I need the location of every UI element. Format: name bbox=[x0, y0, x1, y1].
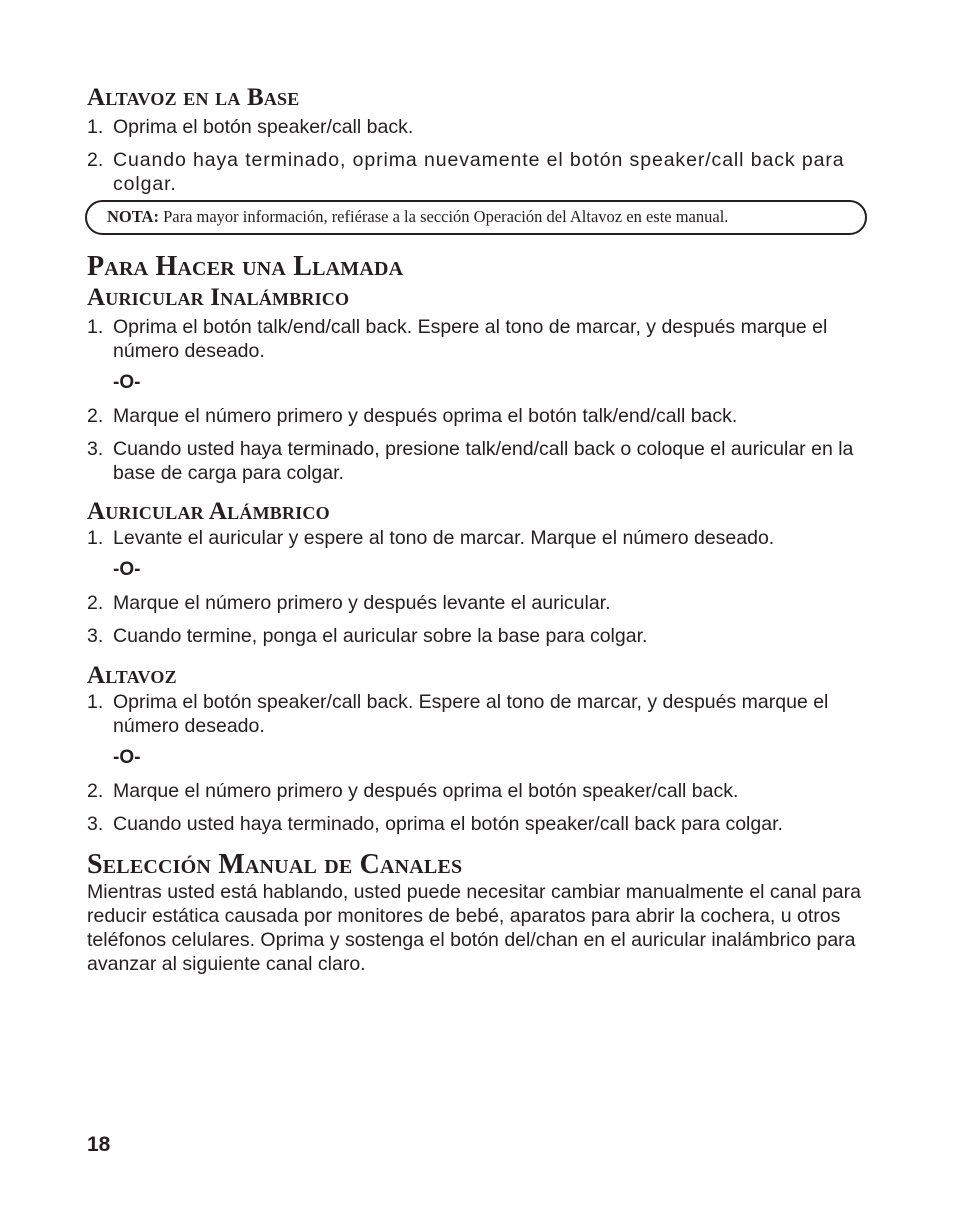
step-text: Marque el número primero y después oprima el botón speaker/call back. bbox=[113, 780, 739, 802]
section-heading-base-speaker: Altavoz en la Base bbox=[87, 84, 300, 111]
step-text: Levante el auricular y espere al tono de marcar. Marque el número deseado. bbox=[113, 527, 775, 549]
list-item bbox=[87, 526, 867, 550]
or-separator: -O- bbox=[113, 559, 141, 580]
list-item bbox=[87, 624, 867, 648]
cordless-steps bbox=[87, 315, 867, 485]
step-number: 3. bbox=[87, 625, 104, 647]
list-item bbox=[87, 315, 867, 363]
step-text: Marque el número primero y después levante el auricular. bbox=[113, 592, 611, 614]
list-item bbox=[87, 115, 867, 139]
corded-steps bbox=[87, 526, 867, 648]
list-item bbox=[87, 690, 867, 738]
step-text: Marque el número primero y después oprima el botón talk/end/call back. bbox=[113, 405, 738, 427]
page-content bbox=[87, 84, 867, 976]
subsection-heading-cordless: Auricular Inalámbrico bbox=[87, 284, 350, 311]
step-text: Cuando termine, ponga el auricular sobre la base para colgar. bbox=[113, 625, 648, 647]
step-text: Oprima el botón talk/end/call back. Espere al tono de marcar, y después marque el número deseado. bbox=[113, 316, 828, 362]
base-speaker-steps bbox=[87, 115, 867, 196]
list-item bbox=[87, 404, 867, 428]
channel-paragraph: Mientras usted está hablando, usted puede necesitar cambiar manualmente el canal para reducir estática causada por monitores de bebé, aparatos para abrir la cochera, u otros teléfonos celulares. Oprima y sostenga el botón del/chan en el auricular inalámbrico para avanzar al siguiente canal claro. bbox=[87, 881, 861, 975]
list-item bbox=[87, 591, 867, 615]
step-text: Cuando usted haya terminado, presione talk/end/call back o coloque el auricular en la base de carga para colgar. bbox=[113, 438, 854, 484]
subsection-heading-corded: Auricular Alámbrico bbox=[87, 498, 330, 525]
list-item bbox=[87, 437, 867, 485]
section-heading-making-call: Para Hacer una Llamada bbox=[87, 251, 404, 282]
step-number: 2. bbox=[87, 592, 104, 614]
step-number: 1. bbox=[87, 116, 104, 138]
step-text: Cuando usted haya terminado, oprima el botón speaker/call back para colgar. bbox=[113, 813, 783, 835]
step-text: Oprima el botón speaker/call back. Espere al tono de marcar, y después marque el número deseado. bbox=[113, 691, 829, 737]
list-item bbox=[87, 148, 867, 196]
or-separator: -O- bbox=[113, 747, 141, 768]
step-text: Oprima el botón speaker/call back. bbox=[113, 116, 414, 138]
step-number: 1. bbox=[87, 316, 104, 338]
speaker-steps bbox=[87, 690, 867, 836]
note-label: NOTA: bbox=[107, 207, 159, 226]
subsection-heading-speaker: Altavoz bbox=[87, 662, 177, 689]
section-heading-channel: Selección Manual de Canales bbox=[87, 849, 463, 880]
step-number: 1. bbox=[87, 527, 104, 549]
step-number: 3. bbox=[87, 438, 104, 460]
or-separator: -O- bbox=[113, 372, 141, 393]
step-number: 3. bbox=[87, 813, 104, 835]
page-number: 18 bbox=[87, 1133, 111, 1156]
list-item bbox=[87, 779, 867, 803]
list-item bbox=[87, 812, 867, 836]
note-box bbox=[85, 200, 867, 235]
note-text: Para mayor información, refiérase a la sección Operación del Altavoz en este manual. bbox=[158, 207, 729, 226]
step-number: 2. bbox=[87, 149, 104, 171]
step-number: 1. bbox=[87, 691, 104, 713]
step-number: 2. bbox=[87, 780, 104, 802]
step-text: Cuando haya terminado, oprima nuevamente el botón speaker/call back para colgar. bbox=[113, 149, 845, 195]
step-number: 2. bbox=[87, 405, 104, 427]
